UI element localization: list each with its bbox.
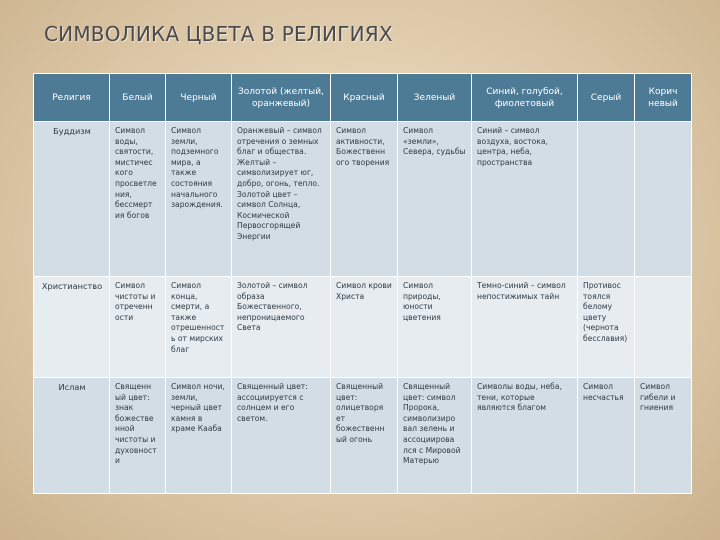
religion-cell: Христианство (34, 277, 110, 378)
table-cell (635, 277, 692, 378)
header-brown: Корич невый (635, 74, 692, 122)
religion-cell: Ислам (34, 378, 110, 494)
table-row-buddhism (34, 122, 692, 277)
header-grey: Серый (578, 74, 635, 122)
page-title: СИМВОЛИКА ЦВЕТА В РЕЛИГИЯХ (44, 22, 393, 46)
table-cell (578, 122, 635, 277)
header-blue: Синий, голубой, фиолетовый (472, 74, 578, 122)
table-cell: Священный цвет: символ Пророка, символизиро вал зелень и ассоциирова лся с Мировой Матерью (398, 378, 472, 494)
color-symbolism-table (33, 73, 692, 494)
header-white: Белый (110, 74, 166, 122)
table-cell: Символ гибели и гниения (635, 378, 692, 494)
header-green: Зеленый (398, 74, 472, 122)
table-cell (635, 122, 692, 277)
table-cell: Символ несчастья (578, 378, 635, 494)
table-header-row (34, 74, 692, 122)
table-cell: Символ конца, смерти, а также отрешенност ь от мирских благ (166, 277, 232, 378)
header-black: Черный (166, 74, 232, 122)
table-cell: Священн ый цвет: знак божестве нной чистоты и духовност и (110, 378, 166, 494)
table-cell: Символы воды, неба, тени, которые являются благом (472, 378, 578, 494)
table-cell: Символ «земли», Севера, судьбы (398, 122, 472, 277)
religion-cell: Буддизм (34, 122, 110, 277)
table-cell: Священный цвет: олицетворя ет божественн ый огонь (331, 378, 398, 494)
table-cell: Золотой – символ образа Божественного, непроницаемого Света (232, 277, 331, 378)
header-gold: Золотой (желтый, оранжевый) (232, 74, 331, 122)
header-red: Красный (331, 74, 398, 122)
table-cell: Символ крови Христа (331, 277, 398, 378)
table-cell: Синий – символ воздуха, востока, центра, неба, пространства (472, 122, 578, 277)
table-cell: Символ активности, Божественн ого творения (331, 122, 398, 277)
table-cell: Символ земли, подземного мира, а также состояния начального зарождения. (166, 122, 232, 277)
table-cell: Противос тоялся белому цвету (чернота бесславия) (578, 277, 635, 378)
table-cell: Темно-синий – символ непостижимых тайн (472, 277, 578, 378)
table-cell: Символ природы, юности цветения (398, 277, 472, 378)
header-religion: Религия (34, 74, 110, 122)
table-cell: Символ воды, святости, мистичес кого просветле ния, бессмерт ия богов (110, 122, 166, 277)
table-row-christianity (34, 277, 692, 378)
table-row-islam (34, 378, 692, 494)
table-cell: Символ ночи, земли, черный цвет камня в храме Кааба (166, 378, 232, 494)
table-cell: Священный цвет: ассоциируется с солнцем и его светом. (232, 378, 331, 494)
table-cell: Символ чистоты и отреченн ости (110, 277, 166, 378)
table-cell: Оранжевый – символ отречения о земных благ и общества. Желтый – символизирует юг, добро, огонь, тепло. Золотой цвет – символ Солнца, Космической Первосгорящей Энергии (232, 122, 331, 277)
